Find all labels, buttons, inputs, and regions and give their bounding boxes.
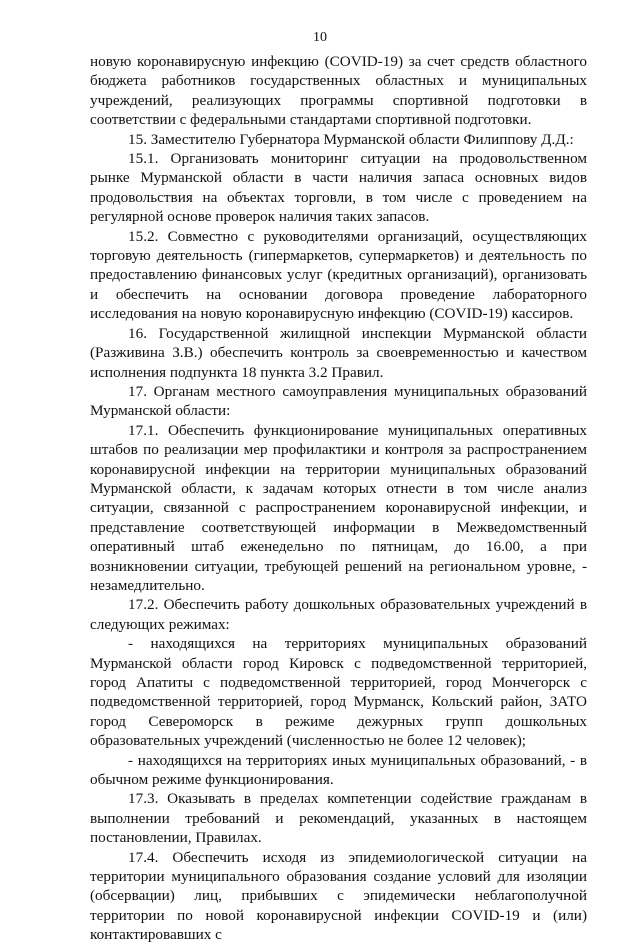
paragraph-continuation: новую коронавирусную инфекцию (COVID-19) за счет средств областного бюджета работников государственных областных и муниципальных учреждений, реализующих программы спортивной подготовки в соответствии с федеральными стандартами спортивной подготовки.: [90, 53, 587, 129]
paragraph-17-1: 17.1. Обеспечить функционирование муниципальных оперативных штабов по реализации мер профилактики и контроля за распространением коронавирусной инфекции на территории муниципальных образований Мурманской области, к задачам которых отнести в том числе анализ ситуации, связанной с распространением коронавирусной инфекции, и представление соответствующей информации в Межведомственный оперативный штаб еженедельно по пятницам, до 16.00, а при возникновении ситуации, требующей решений на региональном уровне, - незамедлительно.: [90, 421, 587, 594]
paragraph-16: 16. Государственной жилищной инспекции Мурманской области (Разживина З.В.) обеспечить контроль за своевременностью и качеством исполнения подпункта 18 пункта 3.2 Правил.: [90, 324, 587, 381]
paragraph-17-4: 17.4. Обеспечить исходя из эпидемиологической ситуации на территории муниципального образования создание условий для изоляции (обсервации) лиц, прибывших с эпидемически неблагополучной территории по новой коронавирусной инфекции COVID-19 и (или) контактировавших с: [90, 848, 587, 944]
paragraph-15: 15. Заместителю Губернатора Мурманской области Филиппову Д.Д.:: [128, 130, 574, 148]
paragraph-15-1: 15.1. Организовать мониторинг ситуации на продовольственном рынке Мурманской области в части наличия запаса основных видов продовольствия на объектах торговли, в том числе с проведением на регулярной основе проверок наличия таких запасов.: [90, 150, 587, 226]
page-number: 10: [313, 30, 327, 45]
paragraph-17-2-item-1: - находящихся на территориях муниципальных образований Мурманской области город Кировск с подведомственной территорией, город Апатиты с подведомственной территорией, город Мончегорск с подведомственной территорией, город Мурманск, Кольский район, ЗАТО город Североморск в режиме дежурных групп дошкольных образовательных учреждений (численностью не более 12 человек);: [90, 635, 587, 750]
paragraph-15-2: 15.2. Совместно с руководителями организаций, осуществляющих торговую деятельность (гипермаркетов, супермаркетов) и деятельность по предоставлению финансовых услуг (кредитных организаций), организовать и обеспечить на основании договора проведение лабораторного исследования на новую коронавирусную инфекцию (COVID-19) кассиров.: [90, 227, 587, 323]
paragraph-17-2-item-2: - находящихся на территориях иных муниципальных образований, - в обычном режиме функционирования.: [90, 751, 587, 789]
paragraph-17-3: 17.3. Оказывать в пределах компетенции содействие гражданам в выполнении требований и рекомендаций, указанных в настоящем постановлении, Правилах.: [90, 790, 587, 847]
document-body: [90, 52, 587, 945]
paragraph-17: 17. Органам местного самоуправления муниципальных образований Мурманской области:: [90, 382, 587, 420]
paragraph-17-2: 17.2. Обеспечить работу дошкольных образовательных учреждений в следующих режимах:: [90, 596, 587, 633]
